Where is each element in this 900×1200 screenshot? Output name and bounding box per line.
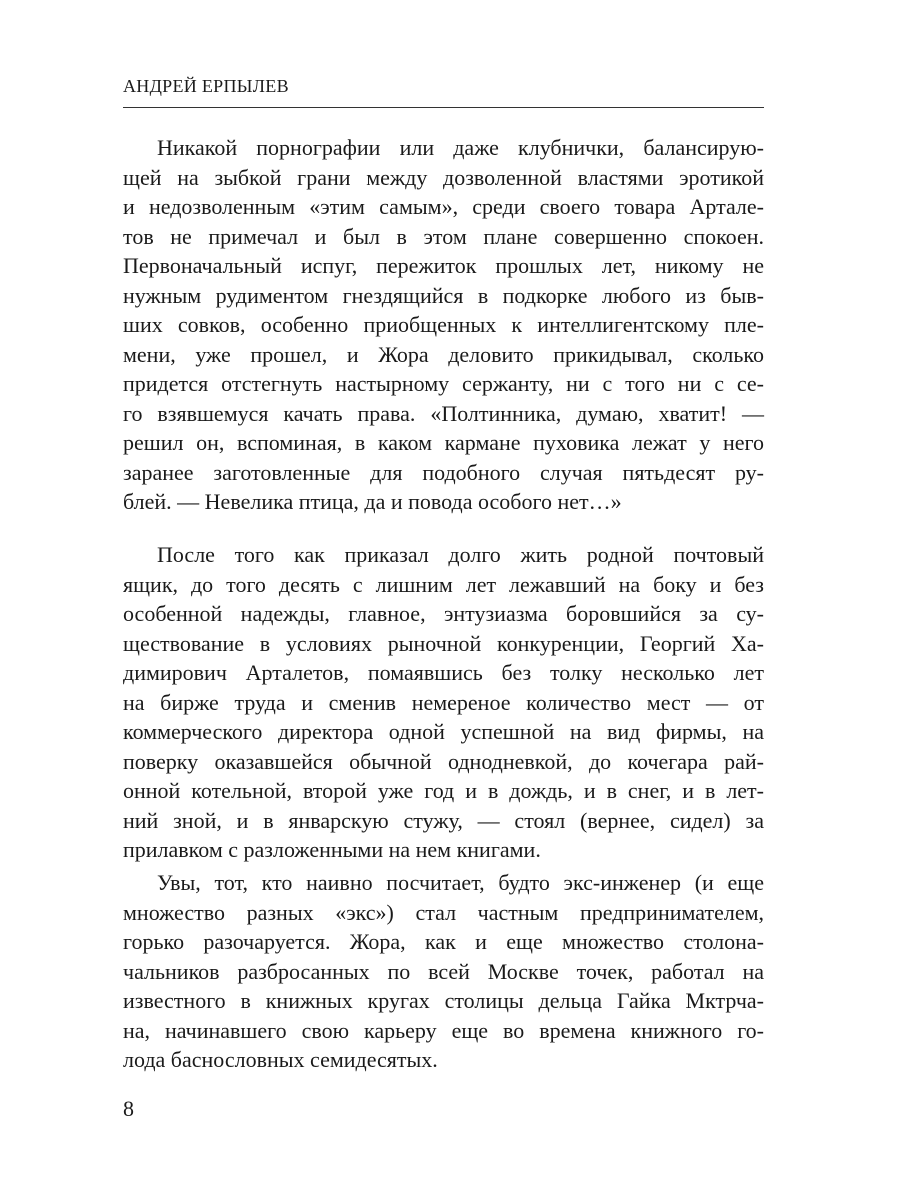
page-number: 8 [123, 1096, 134, 1121]
text-line: поверку оказавшейся обычной однодневкой, до кочегара рай- [123, 748, 764, 774]
text-line: чальников разбросанных по всей Москве точек, работал на [123, 958, 764, 984]
text-line: коммерческого директора одной успешной на вид фирмы, на [123, 719, 764, 744]
text-line: ществование в условиях рыночной конкуренции, Георгий Ха- [123, 630, 764, 656]
text-line: го взявшемуся качать права. «Полтинника, думаю, хватит! — [123, 400, 764, 426]
text-line: Никакой порнографии или даже клубнички, балансирую- [157, 135, 764, 160]
header-rule [123, 107, 764, 108]
text-line: блей. — Невелика птица, да и повода особого нет…» [123, 489, 622, 514]
text-line: придется отстегнуть настырному сержанту, ни с того ни с се- [123, 371, 764, 396]
text-line: ящик, до того десять с лишним лет лежавший на боку и без [123, 571, 764, 597]
text-line: на бирже труда и сменив немереное количество мест — от [123, 689, 764, 715]
text-line: нужным рудиментом гнездящийся в подкорке любого из быв- [123, 282, 764, 308]
text-line: лода баснословных семидесятых. [123, 1047, 438, 1072]
text-line: щей на зыбкой грани между дозволенной властями эротикой [123, 164, 764, 190]
text-line: димирович Арталетов, помаявшись без толку несколько лет [123, 660, 764, 685]
text-line: Первоначальный испуг, пережиток прошлых лет, никому не [123, 253, 764, 278]
running-head-author: АНДРЕЙ ЕРПЫЛЕВ [123, 76, 289, 96]
text-line: особенной надежды, главное, энтузиазма боровшийся за су- [123, 601, 764, 626]
text-line: множество разных «экс») стал частным предпринимателем, [123, 899, 764, 925]
paragraph-2 [123, 540, 764, 865]
text-line: заранее заготовленные для подобного случая пятьдесят ру- [123, 459, 764, 485]
text-line: Увы, тот, кто наивно посчитает, будто экс-инженер (и еще [157, 870, 764, 895]
text-line: После того как приказал долго жить родной почтовый [157, 542, 764, 567]
text-line: ших совков, особенно приобщенных к интеллигентскому пле- [123, 312, 764, 337]
text-line: решил он, вспоминая, в каком кармане пуховика лежат у него [123, 430, 764, 455]
text-line: и недозволенным «этим самым», среди своего товара Артале- [123, 194, 764, 219]
text-line: ний зной, и в январскую стужу, — стоял (вернее, сидел) за [123, 807, 764, 833]
paragraph-1 [123, 133, 764, 517]
text-line: прилавком с разложенными на нем книгами. [123, 837, 541, 862]
text-line: мени, уже прошел, и Жора деловито прикидывал, сколько [123, 341, 764, 367]
text-line: онной котельной, второй уже год и в дождь, и в снег, и в лет- [123, 778, 764, 803]
paragraph-3 [123, 868, 764, 1075]
text-line: горько разочаруется. Жора, как и еще множество столона- [123, 929, 764, 954]
text-line: известного в книжных кругах столицы дельца Гайка Мктрча- [123, 988, 764, 1013]
text-line: тов не примечал и был в этом плане совершенно спокоен. [123, 223, 764, 249]
text-line: на, начинавшего свою карьеру еще во времена книжного го- [123, 1017, 764, 1043]
